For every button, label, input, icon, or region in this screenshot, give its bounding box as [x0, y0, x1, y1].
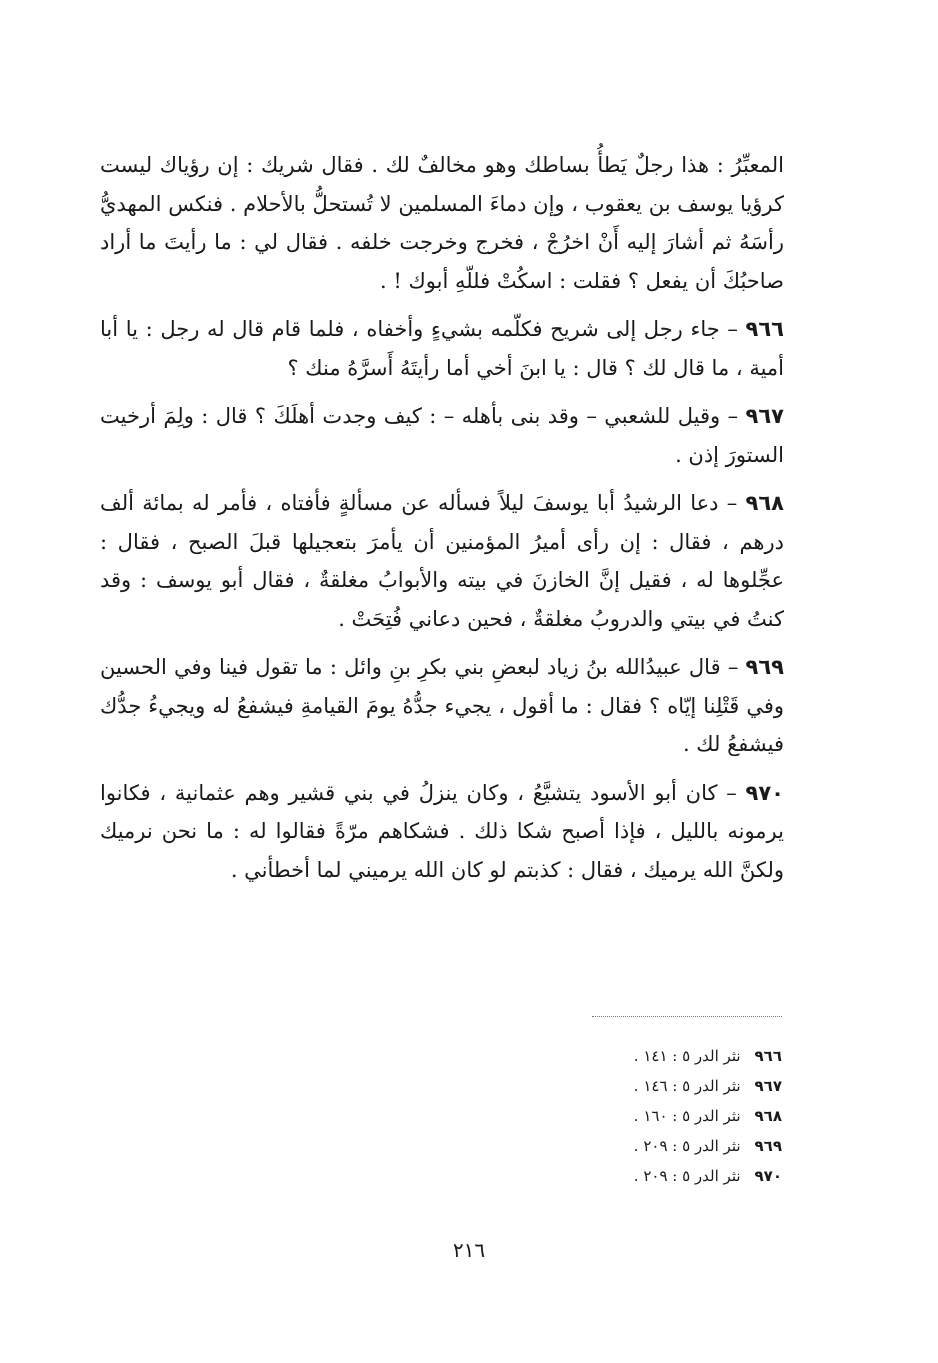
entry-text: دعا الرشيدُ أبا يوسفَ ليلاً فسأله عن مسألةٍ فأفتاه ، فأمر له بمائة ألف درهم ، فقال : إن رأى أميرُ المؤمنين أن يأمرَ بتعجيلها قبلَ الصبح ، فقال : عجِّلوها له ، فقيل إنَّ الخازنَ في بيته والأبوابُ مغلقةٌ ، فقال أبو يوسف : وقد كنتُ في بيتي والدروبُ مغلقةٌ ، فحين دعاني فُتِحَتْ .	[100, 491, 784, 631]
footnote-number: ٩٦٨	[754, 1107, 782, 1125]
footnotes	[560, 1041, 782, 1191]
entry-970	[100, 774, 784, 890]
entry-number: ٩٧٠	[745, 780, 784, 805]
entry-dash: –	[726, 780, 737, 805]
footnote-966	[560, 1041, 782, 1071]
entry-dash: –	[727, 317, 738, 341]
entry-dash: –	[727, 404, 739, 428]
footnote-969	[560, 1131, 782, 1161]
entry-text: قال عبيدُالله بنُ زياد لبعضِ بني بكرِ بنِ وائل : ما تقول فينا وفي الحسين وفي قَتْلِنا إيّاه ؟ فقال : ما أقول ، يجيء جدُّهُ يومَ القيامةِ فيشفعُ له ويجيءُ جدُّك فيشفعُ لك .	[100, 655, 784, 756]
page-number: ٢١٦	[452, 1238, 486, 1262]
main-text	[100, 146, 784, 899]
footnote-text: نثر الدر ٥ : ١٦٠ .	[633, 1107, 741, 1125]
entry-text: وقيل للشعبي – وقد بنى بأهله – : كيف وجدت أهلَكَ ؟ قال : ولِمَ أرخيت الستورَ إذن .	[100, 404, 784, 467]
footnote-text: نثر الدر ٥ : ١٤٦ .	[633, 1077, 741, 1095]
footnote-number: ٩٧٠	[754, 1167, 782, 1185]
entry-text: كان أبو الأسود يتشيَّعُ ، وكان ينزلُ في بني قشير وهم عثمانية ، فكانوا يرمونه بالليل ، فإذا أصبح شكا ذلك . فشكاهم مرّةً فقالوا له : ما نحن نرميك ولكنَّ الله يرميك ، فقال : كذبتم لو كان الله يرميني لما أخطأني .	[100, 780, 784, 882]
footnote-separator	[592, 1016, 782, 1017]
entry-dash: –	[727, 655, 739, 679]
continued-paragraph: المعبِّرُ : هذا رجلٌ يَطأُ بساطك وهو مخالفٌ لك . فقال شريك : إن رؤياك ليست كرؤيا يوسف بن يعقوب ، وإن دماءَ المسلمين لا تُستحلُّ بالأحلام . فنكس المهديُّ رأسَهُ ثم أشارَ إليه أَنْ اخرُجْ ، فخرج وخرجت خلفه . فقال لي : ما رأيتَ ما أراد صاحبُكَ أن يفعل ؟ فقلت : اسكُتْ فللّهِ أبوك ! .	[100, 153, 784, 293]
entry-966	[100, 310, 784, 387]
footnote-number: ٩٦٦	[754, 1047, 782, 1065]
entry-967	[100, 397, 784, 474]
entry-968	[100, 484, 784, 638]
footnote-970	[560, 1161, 782, 1191]
entry-dash: –	[726, 491, 738, 515]
entry-number: ٩٦٧	[745, 404, 784, 428]
footnote-text: نثر الدر ٥ : ١٤١ .	[633, 1047, 741, 1065]
footnote-text: نثر الدر ٥ : ٢٠٩ .	[633, 1167, 741, 1185]
footnote-968	[560, 1101, 782, 1131]
footnote-number: ٩٦٩	[754, 1137, 782, 1155]
entry-number: ٩٦٩	[745, 655, 784, 679]
entry-number: ٩٦٨	[745, 491, 784, 515]
entry-969	[100, 648, 784, 764]
footnote-text: نثر الدر ٥ : ٢٠٩ .	[633, 1137, 741, 1155]
entry-number: ٩٦٦	[745, 317, 784, 341]
footnote-967	[560, 1071, 782, 1101]
footnote-number: ٩٦٧	[754, 1077, 782, 1095]
entry-text: جاء رجل إلى شريح فكلّمه بشيءٍ وأخفاه ، فلما قام قال له رجل : يا أبا أمية ، ما قال لك ؟ قال : يا ابنَ أخي أما رأيتَهُ أَسرَّهُ منك ؟	[100, 317, 784, 380]
